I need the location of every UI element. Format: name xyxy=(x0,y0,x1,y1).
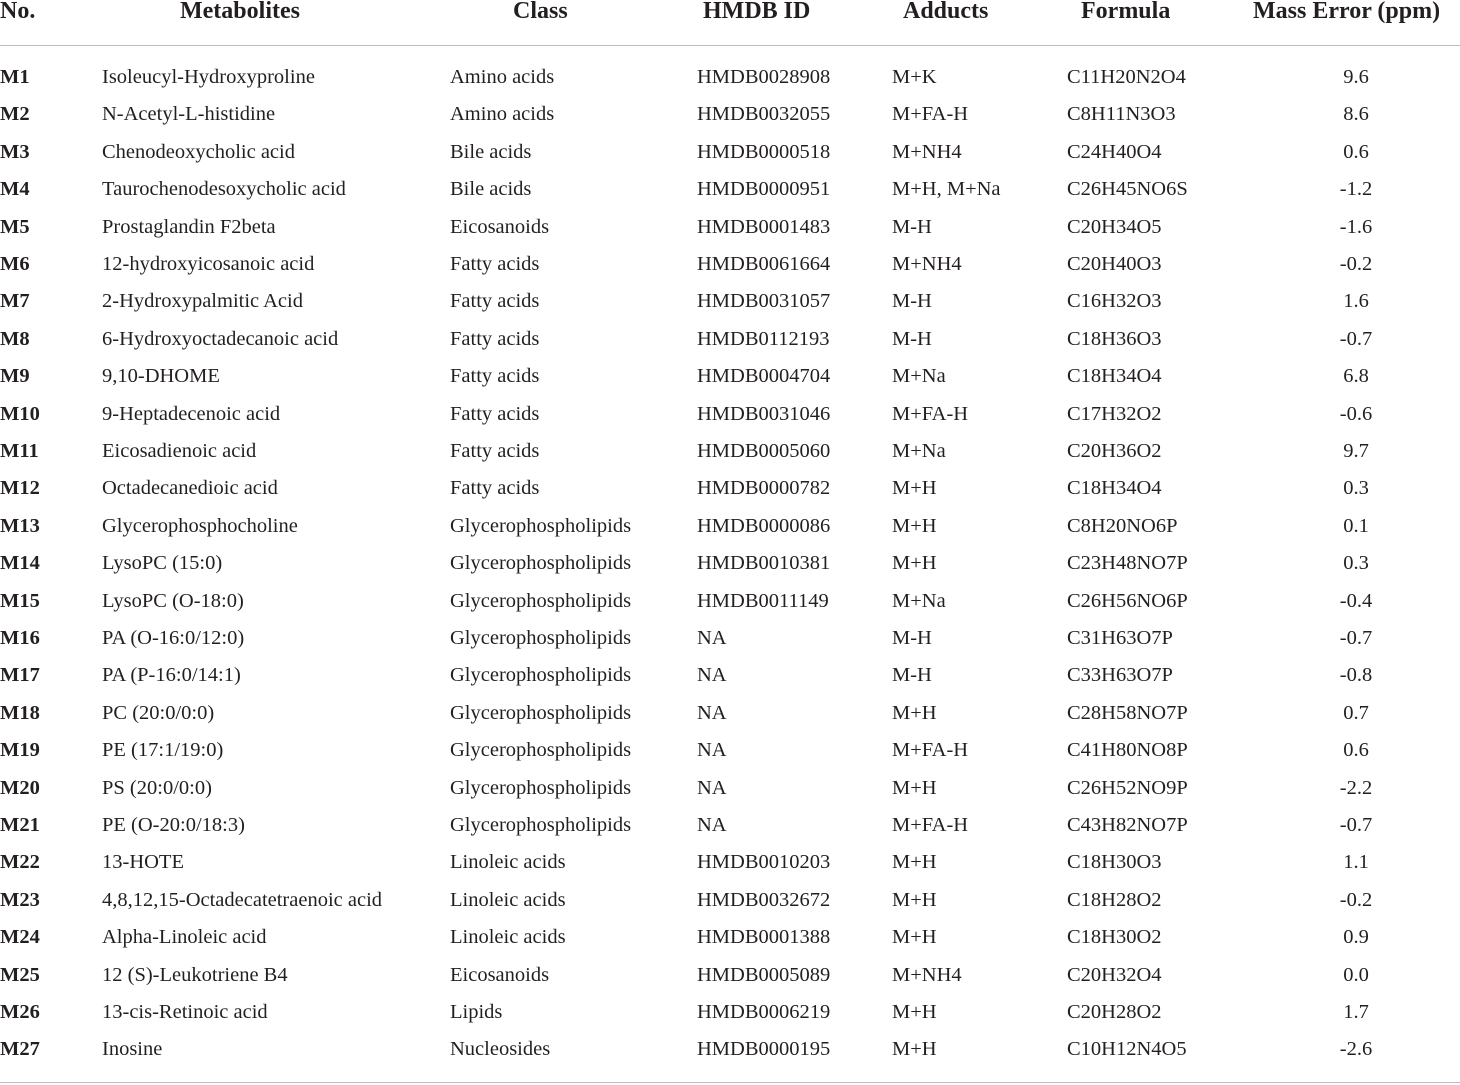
cell-adducts: M+H, M+Na xyxy=(892,178,1001,201)
cell-hmdb-id: HMDB0000086 xyxy=(697,514,831,537)
cell-mass-error: -1.6 xyxy=(1339,215,1373,238)
cell-class: Glycerophospholipids xyxy=(450,776,632,799)
cell-hmdb-id: HMDB0032672 xyxy=(697,888,831,911)
table-row xyxy=(0,358,1460,395)
table-header-row xyxy=(0,0,1460,46)
cell-metabolite: Prostaglandin F2beta xyxy=(102,215,276,238)
cell-metabolite: LysoPC (15:0) xyxy=(102,552,223,575)
cell-formula: C18H34O4 xyxy=(1067,365,1162,388)
cell-metabolite: LysoPC (O-18:0) xyxy=(102,589,244,612)
cell-hmdb-id: HMDB0001483 xyxy=(697,215,831,238)
cell-adducts: M+H xyxy=(892,552,937,575)
table-row xyxy=(0,470,1460,507)
cell-adducts: M+Na xyxy=(892,440,946,462)
cell-no: M14 xyxy=(0,552,40,575)
cell-no: M20 xyxy=(0,776,40,799)
cell-class: Glycerophospholipids xyxy=(450,627,632,649)
table-row xyxy=(0,957,1460,994)
cell-hmdb-id: HMDB0000518 xyxy=(697,140,831,163)
cell-formula: C28H58NO7P xyxy=(1067,701,1188,724)
cell-metabolite: PC (20:0/0:0) xyxy=(102,701,215,724)
cell-class: Fatty acids xyxy=(450,365,540,388)
cell-formula: C16H32O3 xyxy=(1067,290,1162,313)
table-row xyxy=(0,770,1460,807)
cell-formula: C8H20NO6P xyxy=(1067,514,1178,537)
cell-mass-error: -0.7 xyxy=(1339,327,1373,350)
table-row xyxy=(0,59,1460,96)
cell-no: M1 xyxy=(0,66,30,88)
cell-mass-error: 0.7 xyxy=(1343,701,1369,724)
cell-metabolite: Octadecanedioic acid xyxy=(102,477,278,500)
cell-metabolite: 12-hydroxyicosanoic acid xyxy=(102,253,315,275)
table-row xyxy=(0,620,1460,657)
cell-mass-error: 6.8 xyxy=(1343,365,1369,388)
cell-formula: C11H20N2O4 xyxy=(1067,66,1186,88)
cell-adducts: M+H xyxy=(892,701,937,724)
cell-formula: C20H34O5 xyxy=(1067,215,1162,238)
header-mass-error: Mass Error (ppm) xyxy=(1253,0,1441,24)
cell-metabolite: Taurochenodesoxycholic acid xyxy=(102,178,346,201)
cell-hmdb-id: HMDB0031057 xyxy=(697,290,831,313)
cell-metabolite: 6-Hydroxyoctadecanoic acid xyxy=(102,327,339,350)
cell-hmdb-id: HMDB0112193 xyxy=(697,327,830,350)
cell-mass-error: 0.6 xyxy=(1343,140,1369,163)
cell-adducts: M-H xyxy=(892,664,932,687)
cell-adducts: M+FA-H xyxy=(892,814,969,836)
cell-metabolite: 9,10-DHOME xyxy=(102,365,220,388)
cell-no: M17 xyxy=(0,664,40,687)
cell-class: Bile acids xyxy=(450,178,532,201)
cell-no: M21 xyxy=(0,814,40,836)
cell-no: M15 xyxy=(0,589,40,612)
cell-formula: C20H36O2 xyxy=(1067,440,1162,462)
cell-metabolite: 13-HOTE xyxy=(102,851,184,874)
cell-class: Glycerophospholipids xyxy=(450,552,632,575)
cell-metabolite: PA (P-16:0/14:1) xyxy=(102,664,241,687)
cell-class: Eicosanoids xyxy=(450,215,550,238)
cell-hmdb-id: NA xyxy=(697,627,727,649)
cell-class: Linoleic acids xyxy=(450,851,566,874)
cell-mass-error: 8.6 xyxy=(1343,103,1369,126)
cell-adducts: M+FA-H xyxy=(892,402,969,425)
cell-class: Amino acids xyxy=(450,103,555,126)
cell-no: M7 xyxy=(0,290,30,313)
cell-class: Fatty acids xyxy=(450,402,540,425)
cell-no: M10 xyxy=(0,402,40,425)
cell-metabolite: Alpha-Linoleic acid xyxy=(102,926,267,949)
cell-no: M23 xyxy=(0,888,40,911)
table-row xyxy=(0,1031,1460,1068)
cell-hmdb-id: HMDB0010203 xyxy=(697,851,831,874)
cell-class: Nucleosides xyxy=(450,1038,551,1061)
cell-mass-error: 0.9 xyxy=(1343,926,1369,949)
cell-adducts: M+Na xyxy=(892,589,946,612)
cell-adducts: M+NH4 xyxy=(892,140,962,163)
cell-metabolite: 13-cis-Retinoic acid xyxy=(102,1001,268,1023)
cell-mass-error: -0.2 xyxy=(1339,888,1373,911)
cell-class: Glycerophospholipids xyxy=(450,739,632,762)
cell-hmdb-id: HMDB0061664 xyxy=(697,253,831,275)
cell-hmdb-id: NA xyxy=(697,814,727,836)
cell-adducts: M+FA-H xyxy=(892,739,969,762)
cell-hmdb-id: HMDB0000782 xyxy=(697,477,831,500)
cell-metabolite: 12 (S)-Leukotriene B4 xyxy=(102,963,288,986)
cell-class: Glycerophospholipids xyxy=(450,701,632,724)
cell-hmdb-id: NA xyxy=(697,739,727,762)
cell-hmdb-id: HMDB0031046 xyxy=(697,402,831,425)
cell-adducts: M+H xyxy=(892,776,937,799)
cell-class: Fatty acids xyxy=(450,327,540,350)
cell-class: Fatty acids xyxy=(450,440,540,462)
table-row xyxy=(0,844,1460,881)
table-row xyxy=(0,134,1460,171)
cell-adducts: M+K xyxy=(892,66,937,88)
cell-class: Bile acids xyxy=(450,140,532,163)
cell-metabolite: 4,8,12,15-Octadecatetraenoic acid xyxy=(102,888,383,911)
cell-hmdb-id: HMDB0006219 xyxy=(697,1001,831,1023)
table-row xyxy=(0,321,1460,358)
cell-class: Fatty acids xyxy=(450,253,540,275)
cell-no: M18 xyxy=(0,701,40,724)
cell-formula: C18H28O2 xyxy=(1067,888,1162,911)
cell-class: Linoleic acids xyxy=(450,926,566,949)
cell-adducts: M+FA-H xyxy=(892,103,969,126)
cell-class: Fatty acids xyxy=(450,477,540,500)
cell-mass-error: -0.2 xyxy=(1339,253,1373,275)
cell-adducts: M-H xyxy=(892,290,932,313)
cell-hmdb-id: NA xyxy=(697,776,727,799)
cell-formula: C17H32O2 xyxy=(1067,402,1162,425)
table-row xyxy=(0,396,1460,433)
cell-formula: C23H48NO7P xyxy=(1067,552,1188,575)
table-row xyxy=(0,171,1460,208)
cell-formula: C18H30O3 xyxy=(1067,851,1162,874)
cell-adducts: M+H xyxy=(892,1038,937,1061)
cell-metabolite: PE (17:1/19:0) xyxy=(102,739,224,762)
cell-adducts: M+H xyxy=(892,514,937,537)
table-row xyxy=(0,583,1460,620)
cell-formula: C41H80NO8P xyxy=(1067,739,1188,762)
cell-mass-error: 0.6 xyxy=(1343,739,1369,762)
table-row xyxy=(0,283,1460,320)
cell-class: Glycerophospholipids xyxy=(450,514,632,537)
table-row xyxy=(0,209,1460,246)
table-row xyxy=(0,882,1460,919)
cell-formula: C18H30O2 xyxy=(1067,926,1162,949)
cell-no: M19 xyxy=(0,739,40,762)
table-row xyxy=(0,433,1460,470)
cell-adducts: M-H xyxy=(892,627,932,649)
table-row xyxy=(0,508,1460,545)
cell-no: M11 xyxy=(0,440,39,462)
cell-adducts: M-H xyxy=(892,327,932,350)
cell-adducts: M+H xyxy=(892,926,937,949)
cell-class: Eicosanoids xyxy=(450,963,550,986)
cell-formula: C26H45NO6S xyxy=(1067,178,1188,201)
cell-hmdb-id: HMDB0000951 xyxy=(697,178,831,201)
cell-class: Glycerophospholipids xyxy=(450,589,632,612)
cell-formula: C33H63O7P xyxy=(1067,664,1173,687)
cell-metabolite: 2-Hydroxypalmitic Acid xyxy=(102,290,303,313)
cell-metabolite: Isoleucyl-Hydroxyproline xyxy=(102,66,315,88)
cell-metabolite: Chenodeoxycholic acid xyxy=(102,140,295,163)
cell-formula: C26H52NO9P xyxy=(1067,776,1188,799)
table-row xyxy=(0,732,1460,769)
cell-mass-error: 1.1 xyxy=(1343,851,1369,874)
table-bottom-rule xyxy=(0,1082,1460,1083)
cell-no: M13 xyxy=(0,514,40,537)
cell-no: M8 xyxy=(0,327,30,350)
cell-formula: C20H32O4 xyxy=(1067,963,1162,986)
cell-hmdb-id: HMDB0028908 xyxy=(697,66,831,88)
cell-adducts: M+H xyxy=(892,888,937,911)
cell-formula: C18H34O4 xyxy=(1067,477,1162,500)
cell-metabolite: PS (20:0/0:0) xyxy=(102,776,212,799)
cell-hmdb-id: HMDB0005060 xyxy=(697,440,831,462)
cell-metabolite: Glycerophosphocholine xyxy=(102,514,298,537)
cell-metabolite: N-Acetyl-L-histidine xyxy=(102,103,276,126)
table-row xyxy=(0,807,1460,844)
cell-hmdb-id: HMDB0011149 xyxy=(697,589,829,612)
header-metabolites: Metabolites xyxy=(180,0,300,24)
cell-no: M2 xyxy=(0,103,30,126)
cell-adducts: M+H xyxy=(892,1001,937,1023)
cell-class: Linoleic acids xyxy=(450,888,566,911)
cell-no: M22 xyxy=(0,851,40,874)
cell-adducts: M+NH4 xyxy=(892,963,962,986)
cell-metabolite: PA (O-16:0/12:0) xyxy=(102,627,245,649)
cell-no: M4 xyxy=(0,178,30,201)
cell-formula: C18H36O3 xyxy=(1067,327,1162,350)
cell-adducts: M+H xyxy=(892,477,937,500)
header-formula: Formula xyxy=(1081,0,1171,24)
table-row xyxy=(0,545,1460,582)
cell-hmdb-id: HMDB0000195 xyxy=(697,1038,831,1061)
cell-no: M27 xyxy=(0,1038,40,1061)
cell-formula: C24H40O4 xyxy=(1067,140,1162,163)
cell-no: M9 xyxy=(0,365,30,388)
cell-metabolite: 9-Heptadecenoic acid xyxy=(102,402,281,425)
cell-class: Lipids xyxy=(450,1001,503,1023)
cell-adducts: M+NH4 xyxy=(892,253,962,275)
cell-formula: C20H28O2 xyxy=(1067,1001,1162,1023)
cell-adducts: M-H xyxy=(892,215,932,238)
cell-mass-error: 0.3 xyxy=(1343,477,1369,500)
cell-hmdb-id: HMDB0032055 xyxy=(697,103,831,126)
cell-mass-error: 0.1 xyxy=(1343,514,1369,537)
table-row xyxy=(0,96,1460,133)
cell-mass-error: -0.6 xyxy=(1339,402,1373,425)
cell-class: Glycerophospholipids xyxy=(450,814,632,836)
cell-mass-error: 0.0 xyxy=(1343,963,1369,986)
cell-mass-error: -0.7 xyxy=(1339,627,1373,649)
cell-mass-error: -1.2 xyxy=(1339,178,1373,201)
header-class: Class xyxy=(513,0,568,24)
table-row xyxy=(0,695,1460,732)
cell-no: M5 xyxy=(0,215,30,238)
cell-mass-error: 1.6 xyxy=(1343,290,1369,313)
cell-hmdb-id: HMDB0001388 xyxy=(697,926,831,949)
cell-mass-error: 9.7 xyxy=(1343,440,1369,462)
cell-metabolite: Eicosadienoic acid xyxy=(102,440,257,462)
cell-no: M24 xyxy=(0,926,40,949)
table-row xyxy=(0,246,1460,283)
cell-formula: C10H12N4O5 xyxy=(1067,1038,1187,1061)
cell-formula: C43H82NO7P xyxy=(1067,814,1188,836)
cell-mass-error: -0.7 xyxy=(1339,814,1373,836)
cell-metabolite: Inosine xyxy=(102,1038,163,1061)
table-row xyxy=(0,994,1460,1031)
cell-formula: C20H40O3 xyxy=(1067,253,1162,275)
table-row xyxy=(0,657,1460,694)
cell-hmdb-id: NA xyxy=(697,701,727,724)
cell-no: M12 xyxy=(0,477,40,500)
cell-hmdb-id: HMDB0004704 xyxy=(697,365,831,388)
cell-no: M6 xyxy=(0,253,30,275)
cell-mass-error: 1.7 xyxy=(1343,1001,1369,1023)
cell-class: Fatty acids xyxy=(450,290,540,313)
table-row xyxy=(0,919,1460,956)
cell-class: Amino acids xyxy=(450,66,555,88)
cell-formula: C31H63O7P xyxy=(1067,627,1173,649)
cell-mass-error: -2.6 xyxy=(1339,1038,1373,1061)
header-hmdb-id: HMDB ID xyxy=(703,0,811,24)
cell-mass-error: 9.6 xyxy=(1343,66,1369,88)
cell-formula: C8H11N3O3 xyxy=(1067,103,1176,126)
cell-adducts: M+Na xyxy=(892,365,946,388)
cell-mass-error: 0.3 xyxy=(1343,552,1369,575)
cell-adducts: M+H xyxy=(892,851,937,874)
cell-class: Glycerophospholipids xyxy=(450,664,632,687)
cell-hmdb-id: HMDB0005089 xyxy=(697,963,831,986)
cell-mass-error: -0.4 xyxy=(1339,589,1373,612)
cell-metabolite: PE (O-20:0/18:3) xyxy=(102,814,245,836)
cell-hmdb-id: NA xyxy=(697,664,727,687)
cell-mass-error: -2.2 xyxy=(1339,776,1373,799)
cell-no: M26 xyxy=(0,1001,40,1023)
cell-no: M25 xyxy=(0,963,40,986)
cell-hmdb-id: HMDB0010381 xyxy=(697,552,831,575)
cell-no: M3 xyxy=(0,140,30,163)
header-adducts: Adducts xyxy=(903,0,989,24)
cell-no: M16 xyxy=(0,627,40,649)
cell-mass-error: -0.8 xyxy=(1339,664,1373,687)
header-no: No. xyxy=(0,0,36,24)
cell-formula: C26H56NO6P xyxy=(1067,589,1188,612)
